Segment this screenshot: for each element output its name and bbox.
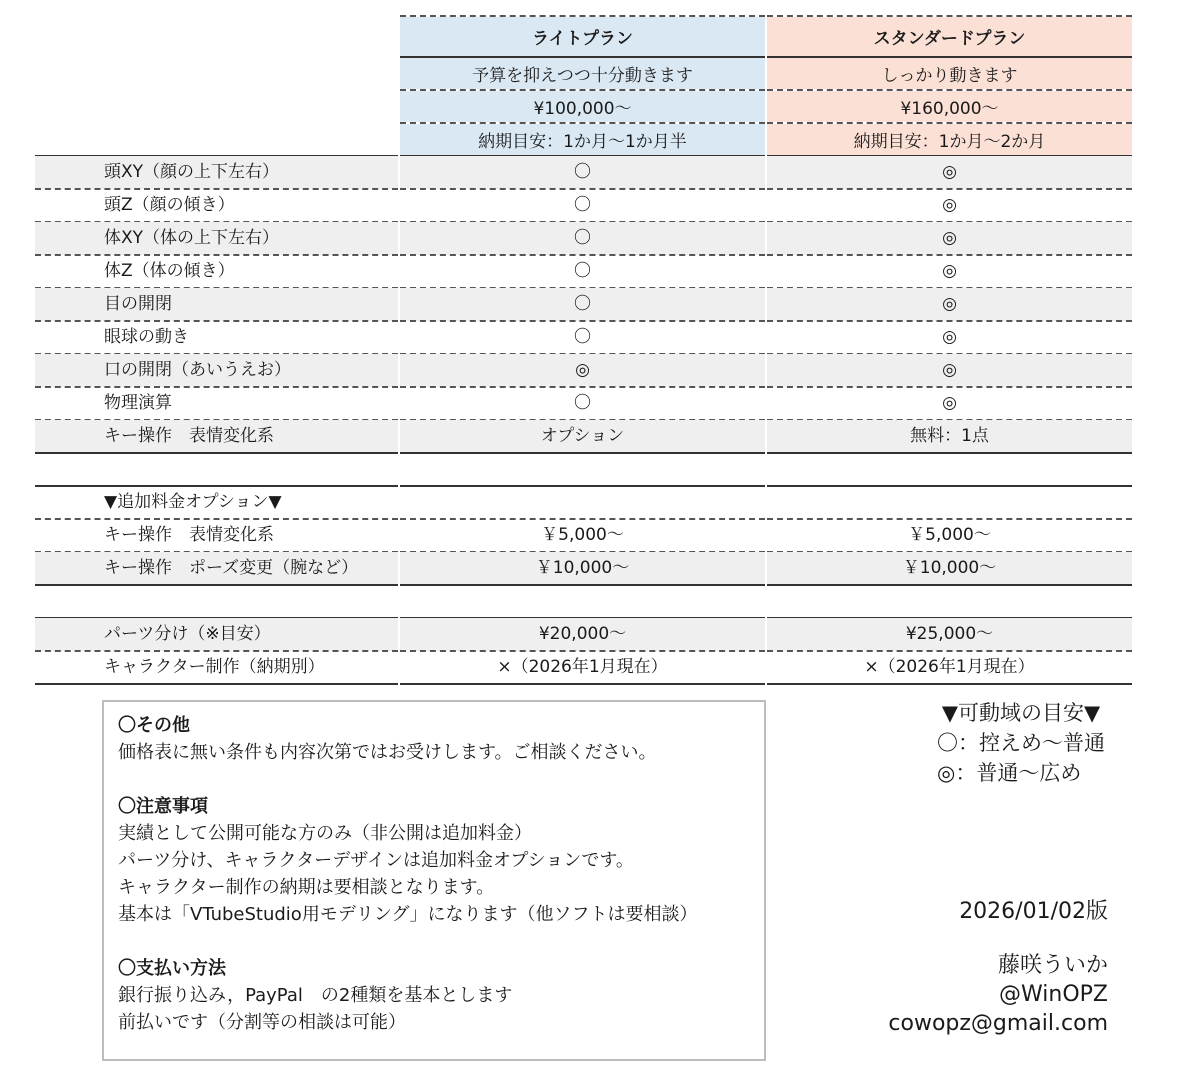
standard-value: ◎	[942, 195, 957, 215]
lite-value: 〇	[574, 195, 591, 215]
standard-value: 無料：1点	[910, 426, 989, 446]
feature-row	[0, 255, 1200, 288]
row-label: 口の開閉（あいうえお）	[104, 360, 291, 380]
options-header-row	[0, 486, 1200, 519]
legend-item: ◎：普通～広め	[937, 761, 1082, 785]
payment-line: 銀行振り込み，PayPal の2種類を基本とします	[118, 985, 513, 1006]
standard-value: ￥10,000～	[902, 558, 997, 578]
payment-heading: 〇支払い方法	[118, 958, 226, 979]
row-label: 頭Z（顔の傾き）	[104, 195, 235, 215]
row-label: キャラクター制作（納期別）	[104, 657, 325, 677]
feature-row	[0, 321, 1200, 354]
standard-plan-delivery: 納期目安：1か月～2か月	[767, 124, 1132, 155]
lite-plan-price: ¥100,000～	[400, 91, 765, 122]
row-label: パーツ分け（※目安）	[104, 624, 271, 644]
lite-value: ￥5,000～	[541, 525, 624, 545]
lite-value: 〇	[574, 228, 591, 248]
option-row	[0, 519, 1200, 552]
lite-plan-tagline: 予算を抑えつつ十分動きます	[400, 58, 765, 89]
payment-line: 前払いです（分割等の相談は可能）	[118, 1012, 406, 1033]
row-label: 目の開閉	[104, 294, 172, 314]
lite-value: ×（2026年1月現在）	[497, 657, 668, 677]
legend	[937, 698, 1105, 788]
lite-plan-name: ライトプラン	[400, 17, 765, 56]
lite-value: 〇	[574, 162, 591, 182]
contact-info	[888, 951, 1108, 1038]
lite-value: ¥20,000～	[538, 624, 627, 644]
standard-value: ◎	[942, 162, 957, 182]
lite-plan-delivery: 納期目安：1か月～1か月半	[400, 124, 765, 155]
feature-row	[0, 222, 1200, 255]
caution-line: パーツ分け、キャラクターデザインは追加料金オプションです。	[118, 850, 634, 871]
standard-value: ◎	[942, 294, 957, 314]
row-label: キー操作 表情変化系	[104, 525, 274, 545]
row-label: ▼追加料金オプション▼	[104, 492, 282, 512]
standard-value: ◎	[942, 327, 957, 347]
feature-row	[0, 354, 1200, 387]
lite-value: 〇	[574, 294, 591, 314]
notes-box	[102, 700, 766, 1061]
standard-value: ￥5,000～	[908, 525, 991, 545]
caution-heading: 〇注意事項	[118, 796, 208, 817]
author-name: 藤咲ういか	[997, 953, 1108, 978]
lite-value: 〇	[574, 327, 591, 347]
lite-value: 〇	[574, 261, 591, 281]
feature-row	[0, 387, 1200, 420]
standard-plan-price: ¥160,000～	[767, 91, 1132, 122]
version-date: 2026/01/02版	[959, 899, 1108, 924]
lite-value: 〇	[574, 393, 591, 413]
row-label: 頭XY（顔の上下左右）	[104, 162, 280, 182]
other-line: 価格表に無い条件も内容次第ではお受けします。ご相談ください。	[118, 742, 657, 763]
standard-value: ×（2026年1月現在）	[864, 657, 1035, 677]
standard-value: ◎	[942, 360, 957, 380]
caution-line: キャラクター制作の納期は要相談となります。	[118, 877, 495, 898]
row-label: 眼球の動き	[104, 327, 189, 347]
feature-row	[0, 156, 1200, 189]
feature-row	[0, 288, 1200, 321]
author-handle: @WinOPZ	[999, 982, 1108, 1007]
standard-plan-name: スタンダードプラン	[767, 17, 1132, 56]
lite-value: ￥10,000～	[535, 558, 630, 578]
standard-value: ◎	[942, 393, 957, 413]
row-label: 体XY（体の上下左右）	[104, 228, 280, 248]
row-label: キー操作 ポーズ変更（腕など）	[104, 558, 359, 578]
option-row	[0, 552, 1200, 585]
row-label: 物理演算	[104, 393, 172, 413]
feature-row	[0, 189, 1200, 222]
caution-line: 基本は「VTubeStudio用モデリング」になります（他ソフトは要相談）	[118, 904, 698, 925]
standard-value: ¥25,000～	[905, 624, 994, 644]
row-label: キー操作 表情変化系	[104, 426, 274, 446]
lite-value: ◎	[575, 360, 590, 380]
extra-row	[0, 618, 1200, 651]
feature-row	[0, 420, 1200, 453]
lite-value: オプション	[540, 426, 625, 446]
caution-line: 実績として公開可能な方のみ（非公開は追加料金）	[118, 823, 532, 844]
legend-title: ▼可動域の目安▼	[941, 701, 1101, 725]
legend-item: 〇：控えめ～普通	[937, 731, 1105, 755]
standard-plan-tagline: しっかり動きます	[767, 58, 1132, 89]
standard-value: ◎	[942, 228, 957, 248]
extra-row	[0, 651, 1200, 684]
other-heading: 〇その他	[118, 715, 190, 736]
row-label: 体Z（体の傾き）	[104, 261, 235, 281]
author-email: cowopz@gmail.com	[888, 1011, 1108, 1036]
standard-value: ◎	[942, 261, 957, 281]
